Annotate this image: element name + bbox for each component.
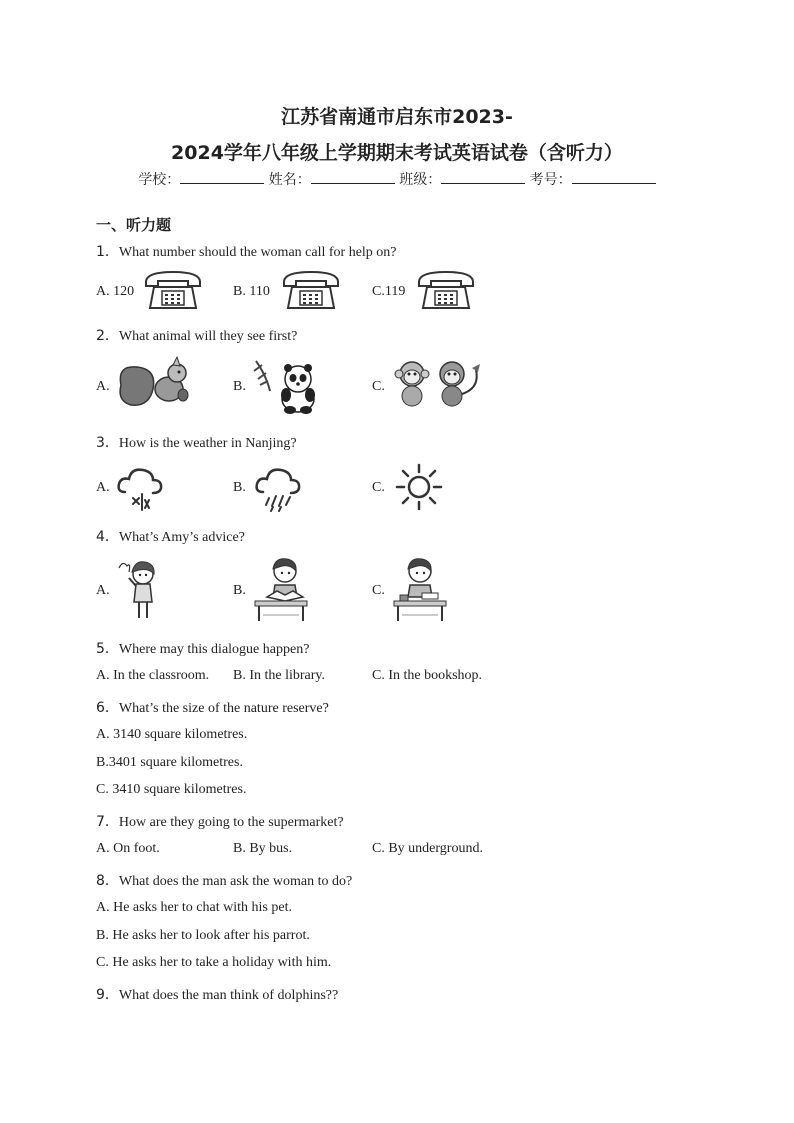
telephone-icon (280, 268, 342, 312)
q6-option-c: C. 3410 square kilometres. (96, 782, 247, 797)
question-text: What does the man think of dolphins?? (118, 988, 339, 1003)
document-title-line2: 2024学年八年级上学期期末考试英语试卷（含听力） (171, 142, 623, 164)
rain-cloud-icon (253, 462, 303, 512)
q6-option-a: A. 3140 square kilometres. (96, 727, 248, 742)
question-number: 9． (96, 987, 119, 1003)
question-6 (96, 697, 329, 717)
school-label: 学校： (138, 172, 181, 188)
q3-option-b: B. (233, 480, 246, 495)
question-text: How is the weather in Nanjing? (118, 436, 297, 451)
q7-option-b: B. By bus. (233, 841, 293, 856)
exam-number-blank[interactable] (572, 171, 656, 184)
question-text: What’s Amy’s advice? (118, 530, 245, 545)
question-number: 8． (96, 873, 119, 889)
q4-option-b: B. (233, 583, 246, 598)
question-number: 4． (96, 529, 119, 545)
question-5 (96, 638, 309, 658)
q1-option-c: C.119 (372, 284, 406, 299)
q3-option-a: A. (96, 480, 110, 495)
question-number: 5． (96, 641, 119, 657)
document-title-line1: 江苏省南通市启东市2023- (281, 106, 513, 128)
question-4 (96, 526, 245, 546)
q3-option-c: C. (372, 480, 385, 495)
question-number: 2． (96, 328, 119, 344)
section-title: 一、听力题 (96, 216, 172, 234)
q4-option-a: A. (96, 583, 110, 598)
question-2 (96, 325, 297, 345)
school-blank[interactable] (180, 171, 264, 184)
q1-option-a: A. 120 (96, 284, 135, 299)
q7-option-c: C. By underground. (372, 841, 483, 856)
name-label: 姓名： (268, 172, 311, 188)
q2-option-a: A. (96, 379, 110, 394)
q8-option-b: B. He asks her to look after his parrot. (96, 928, 310, 943)
monkeys-icon (390, 358, 486, 408)
q1-option-b: B. 110 (233, 284, 270, 299)
panda-icon (252, 355, 330, 415)
question-number: 3． (96, 435, 119, 451)
class-label: 班级： (399, 172, 442, 188)
question-text: What’s the size of the nature reserve? (118, 701, 329, 716)
question-number: 6． (96, 700, 119, 716)
question-3 (96, 432, 297, 452)
question-text: What number should the woman call for help on? (118, 245, 397, 260)
question-text: Where may this dialogue happen? (118, 642, 310, 657)
question-9 (96, 984, 338, 1004)
q5-option-c: C. In the bookshop. (372, 668, 483, 683)
exam-number-label: 考号： (529, 172, 572, 188)
q2-option-c: C. (372, 379, 385, 394)
question-text: What animal will they see first? (118, 329, 298, 344)
question-7 (96, 811, 344, 831)
q2-option-b: B. (233, 379, 246, 394)
student-info-line (0, 169, 794, 189)
question-8 (96, 870, 352, 890)
q7-option-a: A. On foot. (96, 841, 160, 856)
question-text: How are they going to the supermarket? (118, 815, 344, 830)
q8-option-a: A. He asks her to chat with his pet. (96, 900, 292, 915)
thinking-girl-icon (115, 558, 163, 622)
q5-option-a: A. In the classroom. (96, 668, 210, 683)
sun-icon (394, 462, 444, 512)
name-blank[interactable] (311, 171, 395, 184)
class-blank[interactable] (441, 171, 525, 184)
squirrel-icon (113, 355, 195, 411)
boy-reading-icon (253, 555, 309, 623)
q4-option-c: C. (372, 583, 385, 598)
snow-cloud-icon (115, 462, 165, 512)
telephone-icon (415, 268, 477, 312)
q8-option-c: C. He asks her to take a holiday with him. (96, 955, 332, 970)
telephone-icon (142, 268, 204, 312)
question-1 (96, 241, 397, 261)
boy-writing-icon (392, 555, 448, 623)
question-number: 7． (96, 814, 119, 830)
q6-option-b: B.3401 square kilometres. (96, 755, 243, 770)
question-text: What does the man ask the woman to do? (118, 874, 353, 889)
q5-option-b: B. In the library. (233, 668, 326, 683)
question-number: 1． (96, 244, 119, 260)
